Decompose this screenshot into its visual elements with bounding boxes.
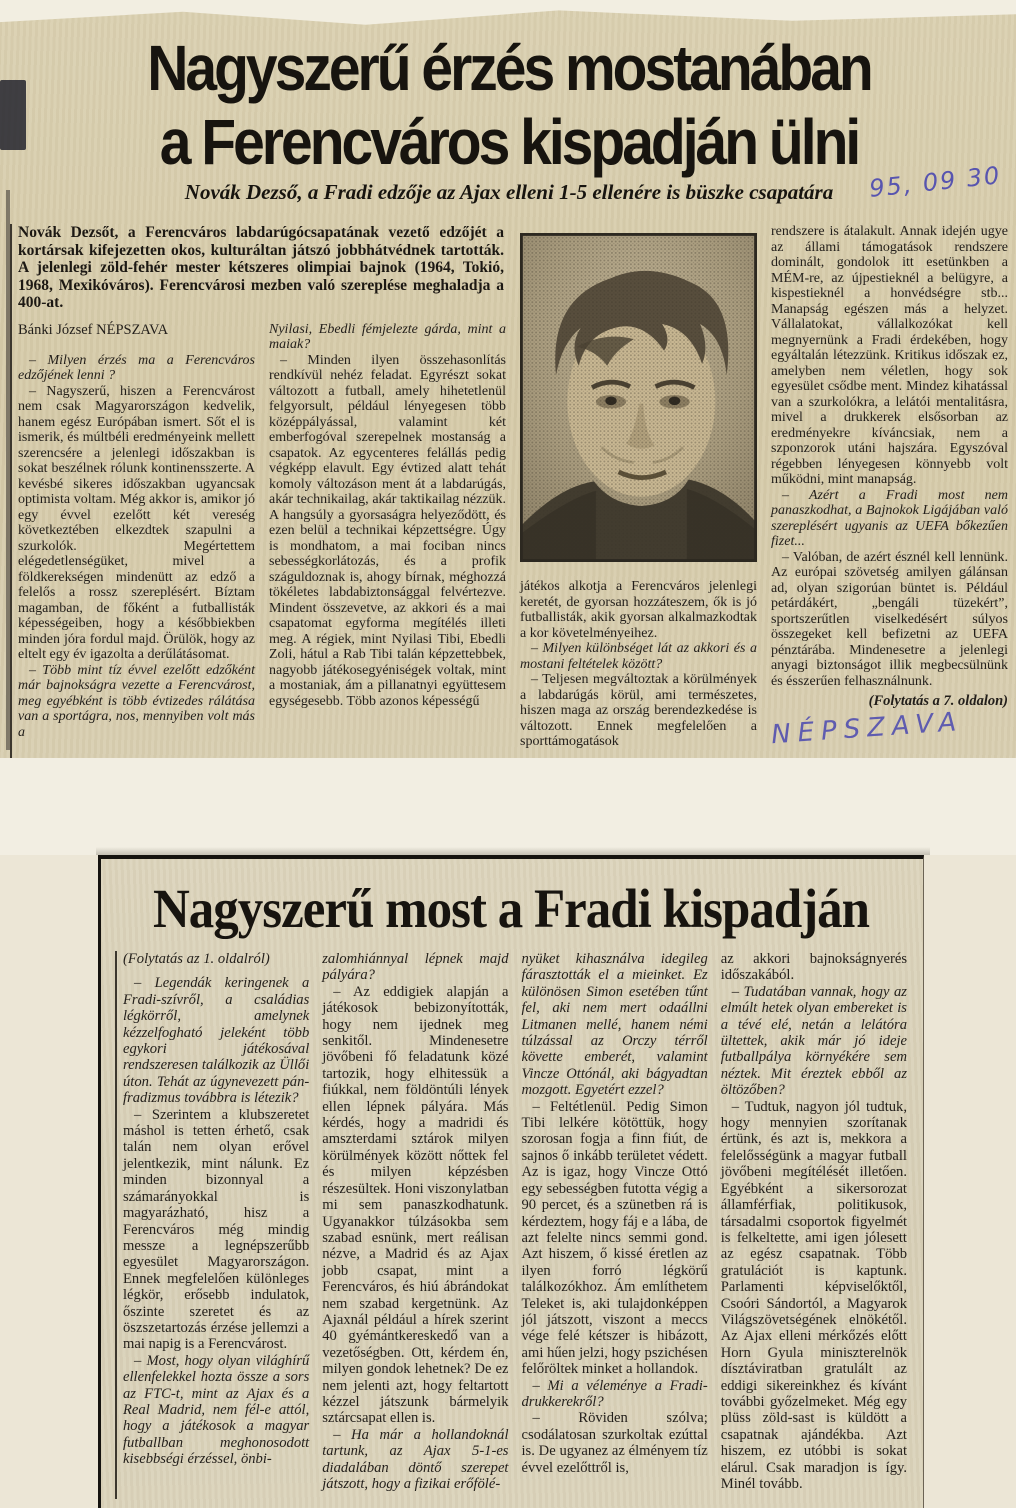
halftone-portrait-novak-dezso — [520, 224, 757, 571]
article1-byline: Bánki József NÉPSZAVA — [18, 321, 169, 338]
paragraph: – Minden ilyen összehasonlítás rendkívül nehéz feladat. Egyrészt sokat változott a futball, amely hihetetlenül felgyorsult, például lényegesen több középpályással, valamint két emberfogóval szerepelnek mostanság a csapatok. Az egycenteres felállás pedig végképp elavult. Egy évtized alatt tehát komoly változáson ment át a labdarúgás, akár technikailag, akár taktikailag nézzük. A hangsúly a gyorsaságra helyeződött, és ezen belül a technikai képzettségre. Úgy is mondhatom, a mai fociban nincs sebességkorlátozás, és a profik száguldoznak is, ahogy bírnak, méghozzá tökéletes labdabiztonsággal felvértezve. Mindent összevetve, az akkori és a mai csapatomat egyforma megítélés illeti meg. A régiek, mint Nyilasi Tibi, Ebedli Zoli, hátul a Rab Tibi talán képzettebbek, nagyobb játékosegyéniségek voltak, mint a mostaniak, ám a pillanatnyi együttesem egységesebb. Több azonos képességű — [269, 352, 506, 709]
clipping-shadow — [96, 847, 930, 855]
headline-line2: a Ferencváros kispadján ülni — [159, 107, 859, 179]
article2-column-1-text — [123, 975, 309, 1467]
paragraph: nyüket kihasználva idegileg fárasztották el a mieinket. Ez különösen Simon esetében tűnt fel, aki nem mert odaállni Litmanen mellé, hanem némi túlzással az Orczy térről követte emberét, valamint Vincze Ottónál, aki bágyadtan mozgott. Egyetért ezzel? — [521, 951, 708, 1099]
continued-from-note: (Folytatás az 1. oldalról) — [123, 951, 270, 967]
article1-column-3 — [520, 224, 757, 780]
paragraph: – Milyen érzés ma a Ferencváros edzőjének lenni ? — [18, 352, 255, 383]
article1-body — [10, 224, 1008, 780]
article1-column-2 — [269, 353, 506, 781]
paragraph: az akkori bajnokságnyerés időszakából. — [720, 951, 907, 984]
paragraph: rendszere is átalakult. Annak idején ugye az állami támogatások rendszere dominált, gondolok itt esetünkben a MÉM-re, az újpestieknél a belügyre, a kispestieknél a honvédségre stb... Manapság egészen más a helyzet. Vállalatokat, vállalkozókat kell megnyernünk a Fradi érdekében, hogy egyáltalán létezzünk. Kritikus időszak ez, amelyben nem véletlen, hogy sok egyesület csődbe ment. Mindez kihatással van a szurkolókra, a lelátói mentalitásra, mivel a drukkerek elsősorban az eredményekre kíváncsiak, nem a szponzorok utáni hajszára. Egyszóval régebben lényegesen könnyebb volt működni, mint manapság. — [771, 224, 1008, 487]
article2-body — [115, 951, 907, 1499]
article2-column-3 — [522, 951, 708, 1499]
article1-lead: Novák Dezsőt, a Ferencváros labdarúgócsapatának vezető edzőjét a kortársak kifejezetten okos, kulturáltan játszó jobbhátvédnek tartották. A jelenlegi zöld-fehér mester kétszeres olimpiai bajnok (1964, Tokió, 1968, Mexikóváros). Ferencvárosi mezben való szereplése meghaladja a 400-at. — [18, 224, 504, 311]
paragraph: – Mi a véleménye a Fradi-drukkerekről? — [521, 1377, 708, 1410]
paragraph: játékos alkotja a Ferencváros jelenlegi keretét, de gyorsan hozzáteszem, ők is jó futballisták, akik gyorsan alkalmazkodtak a kor követelményeihez. — [520, 579, 757, 641]
portrait-photo — [520, 224, 757, 571]
paragraph: – Tudtuk, nagyon jól tudtuk, hogy mennyien szorítanak értünk, és azt is, mekkora a felelősségünk a magyar futball jövőbeni megítélését illetően. Egyébként a sikersorozat államférfiak, politikusok, társadalmi csoportok figyelmét is felkeltette, ami igen jólesett az egész csapatnak. Több gratulációt is kaptunk. Parlamenti képviselőktől, Csoóri Sándortól, a Magyarok Világszövetségének elnökétől. Az Ajax elleni mérkőzés előtt Horn Gyula miniszterelnök dísztáviratban gratulált az eddigi sikereinkhez és kívánt további győzelmeket. Még egy plüss zöld-sast is küldött a csapatnak ajándékba. Azt hiszem, ez utóbbi is sokat elárul. Csak maradjon is így. Minél tovább. — [720, 1098, 907, 1492]
article2-headline: Nagyszerű most a Fradi kispadján — [152, 879, 870, 940]
paragraph: zalomhiánnyal lépnek majd pályára? — [322, 951, 509, 984]
paragraph: – Több mint tíz évvel ezelőtt edzőként már bajnokságra vezette a Ferencvárost, meg egyébként is több évtizedes rálátása van a sportágra, nos, mennyiben volt más a — [18, 662, 255, 740]
paragraph: – Röviden szólva; csodálatosan szurkoltak ezúttal is. De ugyanez az élményem tíz évvel ezelőttről is, — [521, 1410, 708, 1476]
paragraph: – Teljesen megváltoztak a körülmények a labdarúgás körül, ami természetes, hiszen maga az ország berendezkedése is változott. Ennek megfelelően a sporttámogatások — [520, 672, 757, 749]
article2-column-4 — [721, 951, 907, 1499]
article1-column-3-text — [520, 579, 757, 750]
scan-background-gap — [0, 758, 1016, 855]
continuation-note: (Folytatás a 7. oldalon) — [868, 693, 1008, 709]
handwritten-nepszava: NÉPSZAVA — [770, 706, 965, 751]
paragraph: – Milyen különbséget lát az akkori és a mostani feltételek között? — [520, 641, 757, 672]
paragraph: – Az eddigiek alapján a játékosok bebizonyították, hogy nem ijednek meg senkitől. Mindenesetre jövőbeni fő feladatunk közé tartozik, hogy elhitessük a fiúkkal, nem földöntúli lények ellen lépnek pályára. Más kérdés, hogy a madridi és amszterdami sztárok milyen körülmények között nőttek fel és milyen képzésben részesültek. Honi viszonylatban mi sem panaszkodhatunk. Ugyanakkor túlzásokba sem szabad esnünk, mert reálisan nézve, a Madrid és az Ajax jobb csapat, mint a Ferencváros, és hiú ábrándokat nem szabad kergetnünk. Az Ajaxnál például a hírek szerint 40 gyémántkereskedő van a vezetőségben. Ott, kérdem én, milyen gondok lehetnek? De ez nem jelenti azt, hogy feltartott kézzel játszunk bármelyik sztárcsapat ellen is. — [322, 983, 509, 1427]
paragraph: – Azért a Fradi most nem panaszkodhat, a Bajnokok Ligájában való szereplésért ugyanis az UEFA bőkezűen fizet... — [771, 487, 1008, 549]
article1-column-4-text — [771, 224, 1008, 689]
torn-paper-edge — [0, 0, 1016, 26]
paragraph: – Szerintem a klubszeretet máshol is tetten érhető, csak talán nem olyan erővel jelentkezik, mint nálunk. Ez minden bizonnyal a számarányokkal is magyarázható, hisz a Ferencváros még mindig messze a legnépszerűbb egyesület Magyarországon. Ennek megfelelően különleges légkör, erősebb indulatok, őszinte szeretet és az öszszetartozás érzése jellemzi a mai napig is a Ferencvárost. — [123, 1106, 310, 1353]
paragraph: – Valóban, de azért észnél kell lennünk. Az európai szövetség amilyen gálánsan ad, olyan szigorúan büntet is. Például petárdákért, „bengáli tüzekért”, sportszerűtlen viselkedésért súlyos összegeket kell befizetni az UEFA pénztárába. Mindenesetre a jelenlegi anyagi biztonságot illik megbecsülnünk és ésszerűen felhasználnunk. — [771, 549, 1008, 689]
article2-clipping — [98, 855, 924, 1508]
article2-column-2 — [322, 951, 508, 1499]
paragraph: – Ha már a hollandoknál tartunk, az Ajax 5-1-es diadalában döntő szerepet játszott, hogy a fizikai erőfölé- — [322, 1426, 509, 1492]
article1-headline — [10, 32, 1008, 180]
handwritten-date: 95, 09 30 — [868, 161, 1004, 203]
article1-subhead: Novák Dezső, a Fradi edzője az Ajax elleni 1-5 ellenére is büszke csapatára — [184, 180, 834, 204]
paragraph: – Legendák keringenek a Fradi-szívről, a családias légkörről, amelynek kézzelfogható jeleként több egykori játékosával rendszeresen találkozik az Üllői úton. Tehát az úgynevezett pán-fradizmus továbbra is létezik? — [123, 975, 310, 1107]
paragraph: – Most, hogy olyan világhírű ellenfelekkel hozta össze a sors az FTC-t, mint az Ajax és a Real Madrid, nem fél-e attól, hogy a játékosok a magyar futballban meghonosodott kisebbségi érzéssel, önbi- — [123, 1352, 310, 1468]
paragraph: – Feltétlenül. Pedig Simon Tibi lelkére kötöttük, hogy szorosan fogja a finn fiút, de sajnos ő inkább területet védett. Az is igaz, hogy Vincze Ottó egy sebességben futotta végig a 90 percet, és a szünetben rá is kérdeztem, hogy fáj e a lába, de azt felelte nincs semmi gond. Azt hiszem, ő kissé éretlen az ilyen forró légkörű találkozókhoz. Ám említhetem Teleket is, aki tulajdonképpen jól játszott, viszont a meccs vége felé kétszer is hibázott, ami hűen jelzi, hogy pszichésen felőröltek minket a hollandok. — [521, 1098, 708, 1378]
article2-column-1 — [123, 951, 309, 1499]
paragraph: – Nagyszerű, hiszen a Ferencvárost nem csak Magyarországon kedvelik, hanem egész Európában ismert. Sőt el is ismerik, és múltbéli eredményeink mellett szerencsére a jelenlegi időszakban is sokat beszélnek rólunk kontinensszerte. A kevésbé sikeres időszakban ugyancsak optimista voltam. Még akkor is, amikor jó egy évvel ezelőtt két vereség következtében elkezdtek szapulni a szurkolók. Megértettem elégedetlenségüket, mivel a földkerekségen mindenütt az edző a felelős a rossz szereplésért. Bíztam magamban, de főként a futballisták képességeiben, hogy a későbbiekben minden jóra fordul majd. Örülök, hogy az eltelt egy év igazolta a derűlátásomat. — [18, 383, 255, 662]
article1-column-1 — [18, 353, 255, 781]
headline-line1: Nagyszerű érzés mostanában — [147, 33, 871, 105]
article1-question-fragment: Nyilasi, Ebedli fémjelezte gárda, mint a maiak? — [269, 321, 506, 352]
paragraph: – Tudatában vannak, hogy az elmúlt hetek olyan embereket is a tévé elé, netán a lelátóra ültettek, akik már jó ideje futballpálya környékére sem néztek. Mit éreztek ebből az öltözőben? — [720, 983, 907, 1099]
article1-column-4 — [771, 224, 1008, 780]
